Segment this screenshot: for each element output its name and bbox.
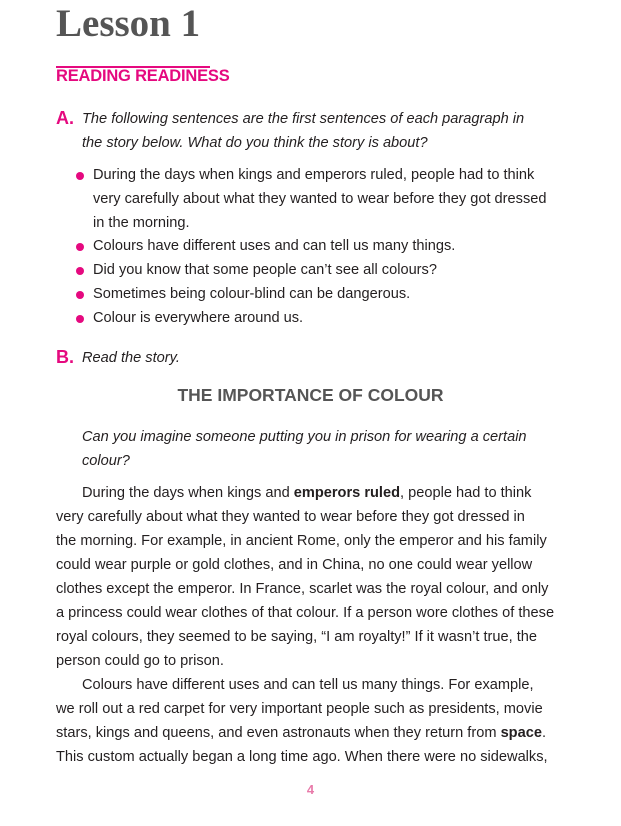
paragraph-text: royal colours, they seemed to be saying, “I am royalty!” If it wasn’t true, the xyxy=(56,629,537,645)
paragraph-text: During the days when kings and xyxy=(82,485,294,501)
story-paragraph-1 xyxy=(56,481,568,673)
bullet-text: During the days when kings and emperors ruled, people had to think xyxy=(93,167,535,183)
bullet-dot-icon xyxy=(76,291,84,299)
paragraph-text: very carefully about what they wanted to wear before they got dressed in xyxy=(56,509,525,525)
part-a-instruction-line: the story below. What do you think the story is about? xyxy=(82,134,428,151)
story-paragraph-2 xyxy=(56,673,568,769)
bullet-text: Did you know that some people can’t see all colours? xyxy=(93,262,437,279)
lesson-title: Lesson 1 xyxy=(56,2,201,45)
paragraph-text: clothes except the emperor. In France, scarlet was the royal colour, and only xyxy=(56,581,549,597)
list-item xyxy=(76,283,576,307)
paragraph-text: a princess could wear clothes of that colour. If a person wore clothes of these xyxy=(56,605,555,621)
bullet-dot-icon xyxy=(76,315,84,323)
paragraph-text: we roll out a red carpet for very important people such as presidents, movie xyxy=(56,701,543,717)
bullet-text: in the morning. xyxy=(93,214,190,231)
intro-question-line: Can you imagine someone putting you in prison for wearing a certain xyxy=(82,429,527,445)
paragraph-text: Colours have different uses and can tell us many things. For example, xyxy=(82,677,534,693)
bullet-dot-icon xyxy=(76,267,84,275)
paragraph-text: This custom actually began a long time ago. When there were no sidewalks, xyxy=(56,749,548,765)
part-b-instruction: Read the story. xyxy=(82,350,180,366)
paragraph-text: the morning. For example, in ancient Rome, only the emperor and his family xyxy=(56,533,547,549)
paragraph-text: stars, kings and queens, and even astronauts when they return from xyxy=(56,725,501,741)
part-b-marker: B. xyxy=(56,347,74,367)
part-a-marker: A. xyxy=(56,108,74,128)
topic-sentence-list xyxy=(76,164,576,331)
part-a-instruction-line: The following sentences are the first sentences of each paragraph in xyxy=(82,111,525,127)
bullet-text: very carefully about what they wanted to wear before they got dressed xyxy=(93,190,547,207)
list-item xyxy=(76,164,576,235)
list-item xyxy=(76,259,576,283)
list-item xyxy=(76,235,576,259)
section-heading: READING READINESS xyxy=(56,67,230,85)
paragraph-text: , people had to think xyxy=(400,485,532,501)
intro-question-line: colour? xyxy=(82,452,130,469)
vocabulary-word: space xyxy=(500,725,542,741)
page-number: 4 xyxy=(306,782,315,797)
bullet-text: Colours have different uses and can tell us many things. xyxy=(93,238,456,255)
paragraph-text: person could go to prison. xyxy=(56,653,224,669)
bullet-dot-icon xyxy=(76,172,84,180)
bullet-text: Colour is everywhere around us. xyxy=(93,309,304,326)
vocabulary-word: emperors ruled xyxy=(293,485,400,501)
intro-question xyxy=(82,426,582,473)
bullet-text: Sometimes being colour-blind can be dangerous. xyxy=(93,285,411,302)
bullet-dot-icon xyxy=(76,243,84,251)
paragraph-text: . xyxy=(541,725,547,741)
story-title: THE IMPORTANCE OF COLOUR xyxy=(177,385,444,405)
list-item xyxy=(76,307,576,331)
part-a-instruction xyxy=(82,108,582,155)
paragraph-text: could wear purple or gold clothes, and in China, no one could wear yellow xyxy=(56,557,533,573)
